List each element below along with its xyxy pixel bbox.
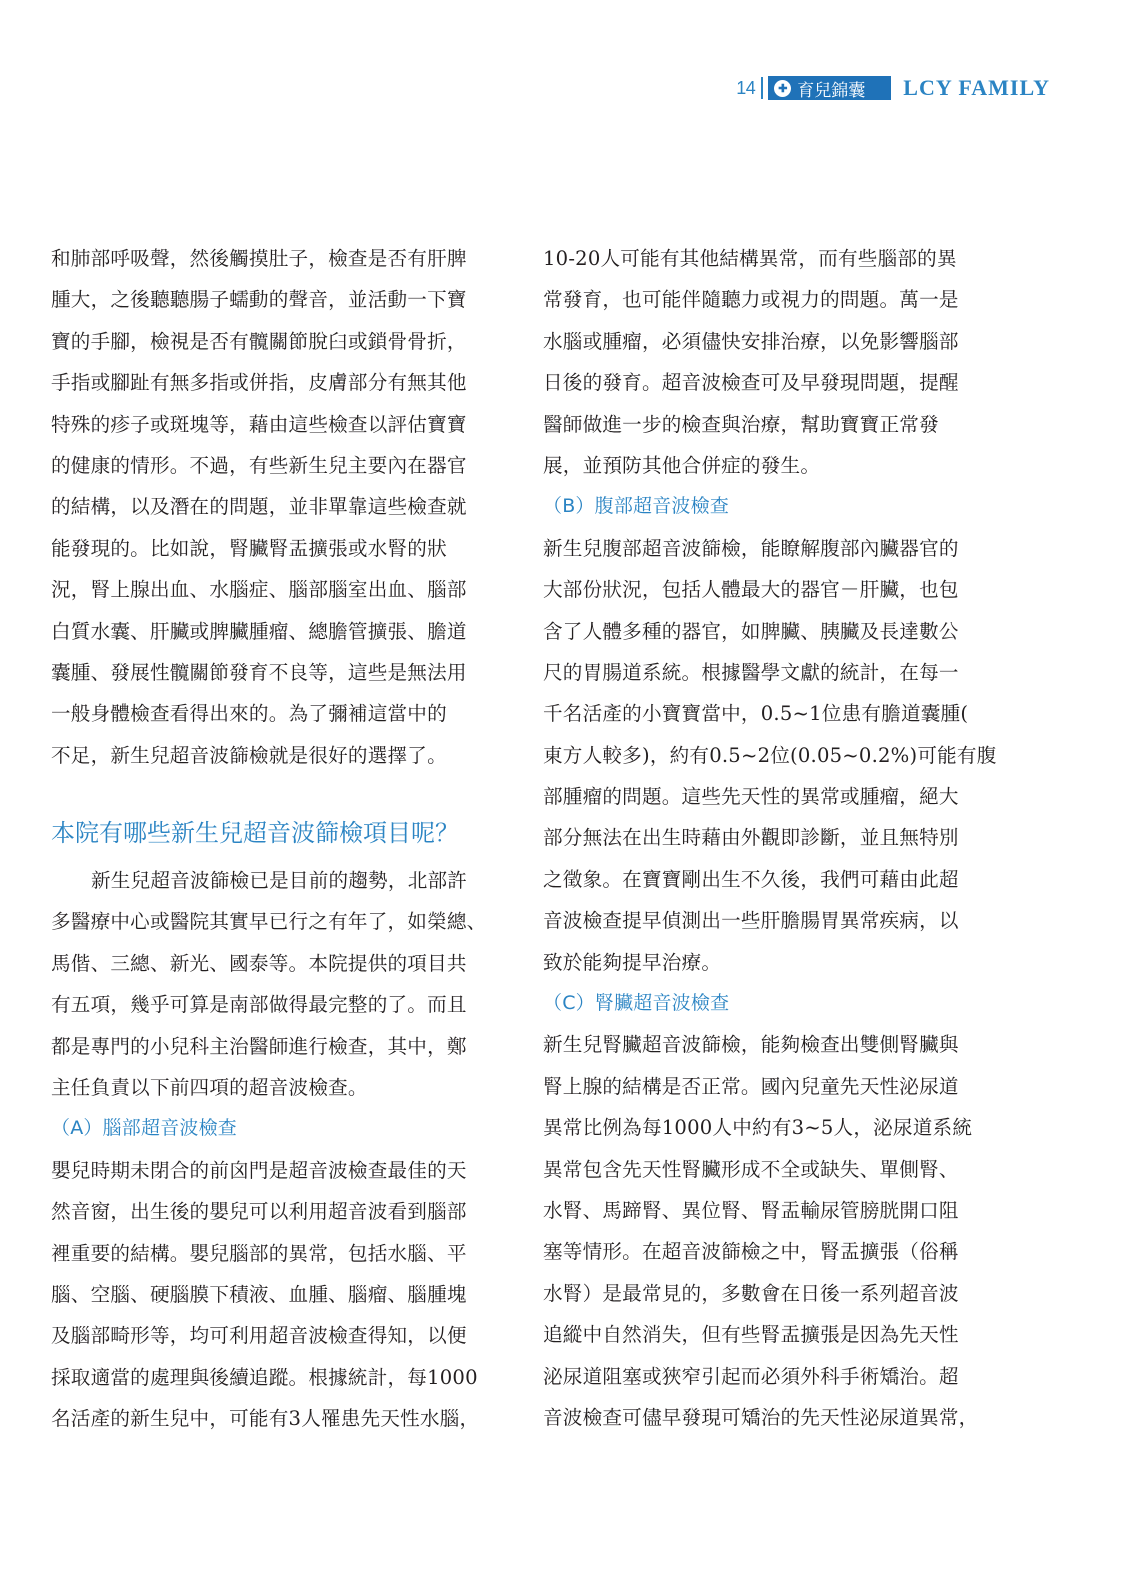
text-line: 泌尿道阻塞或狹窄引起而必須外科手術矯治。超 [543,1364,959,1388]
text-line: 含了人體多種的器官，如脾臟、胰臟及長達數公 [543,619,959,643]
text-line: 白質水囊、肝臟或脾臟腫瘤、總膽管擴張、膽道 [51,619,467,643]
text-line: 腦、空腦、硬腦膜下積液、血腫、腦瘤、腦腫塊 [51,1282,467,1306]
paragraph-screening [51,860,506,1108]
text-line: 腫大，之後聽聽腸子蠕動的聲音，並活動一下寶 [51,288,467,312]
text-line: 之徵象。在寶寶剛出生不久後，我們可藉由此超 [543,867,959,891]
text-line: 新生兒腹部超音波篩檢，能瞭解腹部內臟器官的 [543,536,959,560]
text-line: 不足，新生兒超音波篩檢就是很好的選擇了。 [51,743,447,767]
text-line: 大部份狀況，包括人體最大的器官－肝臟，也包 [543,578,959,602]
text-line: 寶的手腳，檢視是否有髖關節脫臼或鎖骨骨折， [51,329,467,353]
text-line: 尺的胃腸道系統。根據醫學文獻的統計，在每一 [543,660,959,684]
text-line: 嬰兒時期未閉合的前囟門是超音波檢查最佳的天 [51,1158,467,1182]
text-line: 的健康的情形。不過，有些新生兒主要內在器官 [51,453,467,477]
text-line: 千名活產的小寶寶當中，0.5~1位患有膽道囊腫( [543,702,969,726]
text-line: 手指或腳趾有無多指或併指，皮膚部分有無其他 [51,371,467,395]
text-line: 音波檢查提早偵測出一些肝膽腸胃異常疾病，以 [543,909,959,933]
text-line: 馬偕、三總、新光、國泰等。本院提供的項目共 [51,951,467,975]
text-line: 10-20人可能有其他結構異常，而有些腦部的異 [543,247,957,270]
text-line: 特殊的疹子或斑塊等，藉由這些檢查以評估寶寶 [51,412,467,436]
text-line: 東方人較多)，約有0.5~2位(0.05~0.2%)可能有腹 [543,743,997,767]
text-line: 及腦部畸形等，均可利用超音波檢查得知，以便 [51,1324,467,1348]
text-line: 然音窗，出生後的嬰兒可以利用超音波看到腦部 [51,1200,467,1224]
page-header [736,76,1050,100]
text-line: 致於能夠提早治療。 [543,950,722,974]
text-line: 醫師做進一步的檢查與治療，幫助寶寶正常發 [543,412,939,436]
text-line: 異常比例為每1000人中約有3~5人，泌尿道系統 [543,1116,973,1140]
text-line: 異常包含先天性腎臟形成不全或缺失、單側腎、 [543,1157,959,1181]
subheading-abdomen: （B）腹部超音波檢查 [543,495,730,518]
text-line: 一般身體檢查看得出來的。為了彌補這當中的 [51,702,447,726]
text-line: 主任負責以下前四項的超音波檢查。 [51,1076,368,1100]
section-heading: 本院有哪些新生兒超音波篩檢項目呢？ [51,819,459,848]
paragraph-intro [51,238,506,776]
text-line: 水腎、馬蹄腎、異位腎、腎盂輸尿管膀胱開口阻 [543,1198,959,1222]
magazine-title: LCY FAMILY [903,75,1050,100]
text-line: 名活產的新生兒中，可能有3人罹患先天性水腦， [51,1407,480,1431]
text-line: 有五項，幾乎可算是南部做得最完整的了。而且 [51,993,467,1017]
text-line: 新生兒超音波篩檢已是目前的趨勢，北部許 [91,869,468,893]
page-number: 14 [736,77,756,98]
text-line: 常發育，也可能伴隨聽力或視力的問題。萬一是 [543,288,959,312]
text-line: 和肺部呼吸聲，然後觸摸肚子，檢查是否有肝脾 [51,247,467,270]
text-line: 塞等情形。在超音波篩檢之中，腎盂擴張（俗稱 [543,1240,959,1264]
text-line: 日後的發育。超音波檢查可及早發現問題，提醒 [543,371,959,395]
hospital-logo-icon: ✚ [774,80,791,97]
text-line: 部分無法在出生時藉由外觀即診斷，並且無特別 [543,826,959,850]
text-line: 新生兒腎臟超音波篩檢，能夠檢查出雙側腎臟與 [543,1033,959,1057]
paragraph-kidney [543,1024,998,1438]
text-line: 水腎）是最常見的，多數會在日後一系列超音波 [543,1281,959,1305]
section-bar [768,76,891,100]
header-divider [761,77,763,99]
text-line: 採取適當的處理與後續追蹤。根據統計，每1000 [51,1365,478,1389]
text-line: 裡重要的結構。嬰兒腦部的異常，包括水腦、平 [51,1241,467,1265]
text-line: 囊腫、發展性髖關節發育不良等，這些是無法用 [51,660,467,684]
text-line: 能發現的。比如說，腎臟腎盂擴張或水腎的狀 [51,536,447,560]
text-line: 追縱中自然消失，但有些腎盂擴張是因為先天性 [543,1323,959,1347]
left-column [51,238,506,1440]
text-line: 水腦或腫瘤，必須儘快安排治療，以免影響腦部 [543,329,959,353]
text-line: 展，並預防其他合併症的發生。 [543,453,821,477]
text-line: 都是專門的小兒科主治醫師進行檢查，其中，鄭 [51,1034,467,1058]
subheading-brain: （A）腦部超音波檢查 [51,1117,237,1140]
paragraph-abdomen [543,528,998,983]
subheading-kidney: （C）腎臟超音波檢查 [543,992,730,1015]
text-line: 多醫療中心或醫院其實早已行之有年了，如榮總、 [51,910,487,934]
text-line: 音波檢查可儘早發現可矯治的先天性泌尿道異常， [543,1405,979,1429]
text-line: 況，腎上腺出血、水腦症、腦部腦室出血、腦部 [51,578,467,602]
paragraph-brain [51,1150,506,1440]
right-column [543,238,998,1438]
text-line: 腎上腺的結構是否正常。國內兒童先天性泌尿道 [543,1074,959,1098]
section-title: 育兒錦囊 [797,80,866,101]
text-line: 部腫瘤的問題。這些先天性的異常或腫瘤，絕大 [543,785,959,809]
paragraph-brain-continued [543,238,998,486]
text-line: 的結構，以及潛在的問題，並非單靠這些檢查就 [51,495,467,519]
spacer [51,776,506,807]
